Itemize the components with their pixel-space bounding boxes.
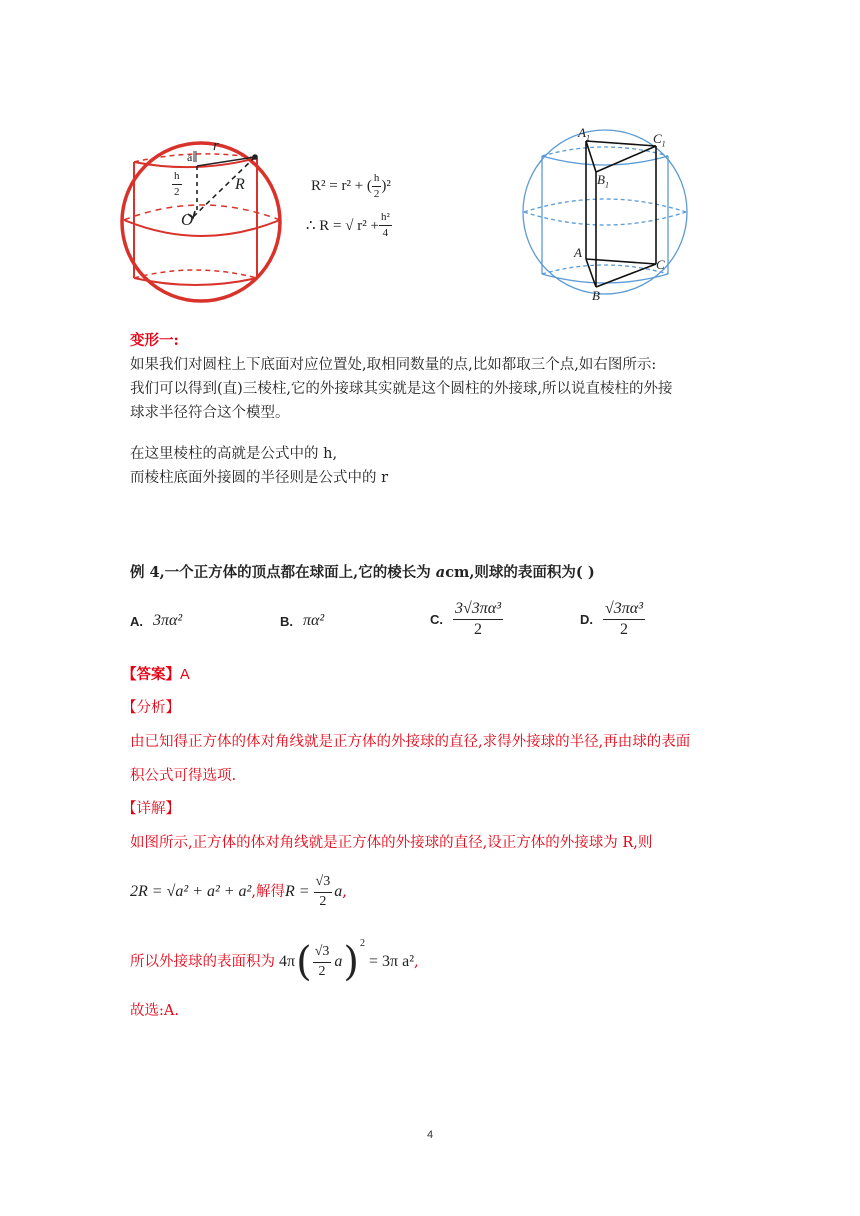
- page-number: 4: [426, 1129, 434, 1141]
- variant-line-3: 球求半径符合这个模型。: [130, 405, 290, 421]
- detail-conclusion: 故选:A.: [130, 1003, 179, 1019]
- label-B1: $B_1$: [597, 172, 609, 190]
- label-B: B: [592, 288, 600, 303]
- option-b: B. πα²: [280, 612, 325, 629]
- sketch-label-O: O: [181, 210, 194, 229]
- variant-line-2: 我们可以得到(直)三棱柱,它的外接球其实就是这个圆柱的外接球,所以说直棱柱的外接: [130, 381, 673, 397]
- label-C1: $C_1$: [653, 131, 666, 149]
- detail-line-1: 如图所示,正方体的体对角线就是正方体的外接球的直径,设正方体的外接球为 R,则: [130, 835, 653, 851]
- option-d: D. $\frac{\text{√3πα³}}{2}$: [580, 600, 643, 639]
- variant-line-1: 如果我们对圆柱上下底面对应位置处,取相同数量的点,比如都取三个点,如右图所示:: [130, 357, 657, 373]
- detail-equation-1: 2R = √a² + a² + a² ,解得 R = $\frac{√3}{2}$ a ,: [130, 874, 347, 909]
- detail-heading: 【详解】: [122, 801, 180, 817]
- label-A1: $A_1$: [578, 125, 590, 143]
- label-C: C: [656, 257, 665, 272]
- analysis-heading: 【分析】: [122, 700, 180, 716]
- sketch-formula-1: R² = r² + ( $\frac{h}{2}$ )²: [311, 172, 391, 200]
- variant-line-5: 而棱柱底面外接圆的半径则是公式中的 r: [130, 470, 389, 486]
- example-title: 例 4,一个正方体的顶点都在球面上,它的棱长为 acm,则球的表面积为( ): [130, 564, 595, 581]
- analysis-line-1: 由已知得正方体的体对角线就是正方体的外接球的直径,求得外接球的半径,再由球的表面: [130, 734, 691, 750]
- sketch-label-h-half: $\frac{h}{2}$: [174, 170, 180, 198]
- sphere-cylinder-sketch: [118, 130, 288, 312]
- sketch-label-ah: a∥: [187, 150, 198, 164]
- sketch-label-r: r: [213, 138, 219, 154]
- sketch-label-R: R: [235, 176, 245, 193]
- variant-heading: 变形一:: [130, 332, 179, 349]
- detail-equation-2: 所以外接球的表面积为 4π ( $\frac{√3}{2}$ a ) 2 = 3π a² ,: [130, 938, 419, 985]
- option-c: C. $\frac{\text{3√3πα³}}{2}$: [430, 600, 501, 639]
- answer-line: 【答案】A: [122, 666, 190, 683]
- option-a: A. 3πα²: [130, 612, 183, 629]
- prism-sphere-figure: [520, 124, 700, 306]
- sketch-formula-2: ∴ R = √ r² + $\frac{\text{h²}}{4}$: [306, 211, 390, 239]
- analysis-line-2: 积公式可得选项.: [130, 768, 237, 784]
- label-A: A: [574, 245, 582, 260]
- variant-line-4: 在这里棱柱的高就是公式中的 h,: [130, 446, 338, 462]
